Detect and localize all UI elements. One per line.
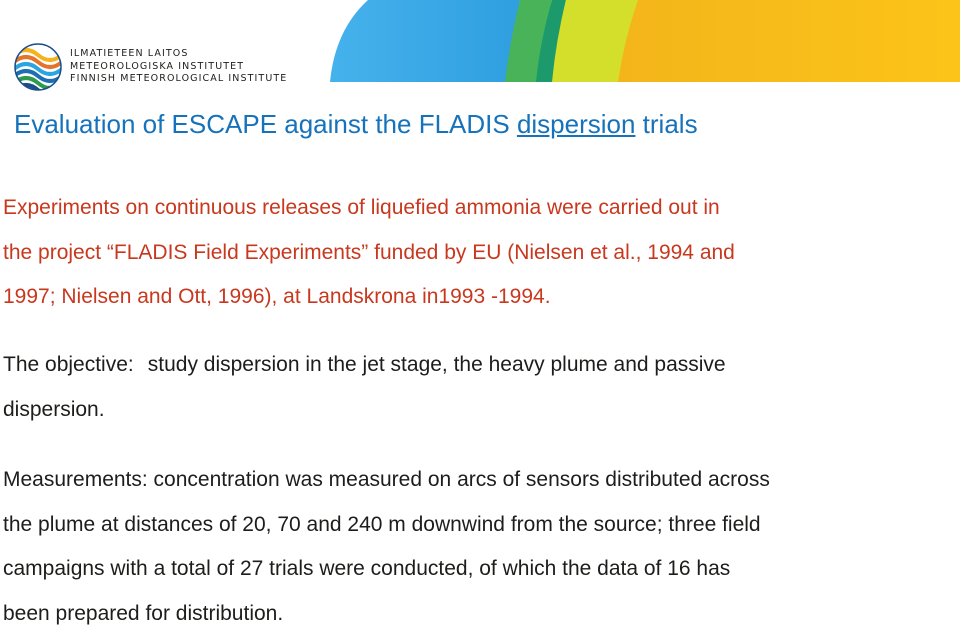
banner-yellow-band	[618, 0, 960, 82]
intro-line: Experiments on continuous releases of liquefied ammonia were carried out in	[3, 196, 720, 219]
measurements-line: Measurements: concentration was measured on arcs of sensors distributed across	[3, 468, 770, 491]
title-underlined-word: dispersion	[516, 109, 636, 139]
institute-name-fi: ILMATIETEEN LAITOS	[70, 48, 189, 59]
measurements-paragraph	[3, 458, 953, 627]
institute-name	[70, 48, 287, 86]
institute-name-en: FINNISH METEOROLOGICAL INSTITUTE	[70, 73, 288, 84]
title-part-2: trials	[635, 109, 698, 139]
intro-line: the project “FLADIS Field Experiments” funded by EU (Nielsen et al., 1994 and	[3, 240, 735, 264]
banner-blue-band	[330, 0, 520, 82]
objective-paragraph	[3, 343, 953, 432]
intro-line: 1997; Nielsen and Ott, 1996), at Landskrona in1993 -1994.	[3, 285, 551, 308]
objective-line: dispersion.	[3, 397, 105, 421]
slide-title	[14, 106, 698, 142]
institute-name-sv: METEOROLOGISKA INSTITUTET	[70, 60, 245, 72]
objective-line	[3, 343, 953, 388]
measurements-line: the plume at distances of 20, 70 and 240 m downwind from the source; three field	[3, 512, 761, 536]
objective-text: study dispersion in the jet stage, the heavy plume and passive	[147, 353, 726, 376]
title-part-1: Evaluation of ESCAPE against the FLADIS	[14, 109, 517, 139]
objective-label: The objective:	[3, 353, 134, 376]
intro-paragraph	[3, 186, 953, 320]
measurements-line: campaigns with a total of 27 trials were conducted, of which the data of 16 has	[3, 557, 731, 580]
fmi-logo-icon	[14, 43, 62, 91]
measurements-line: been prepared for distribution.	[3, 601, 284, 625]
